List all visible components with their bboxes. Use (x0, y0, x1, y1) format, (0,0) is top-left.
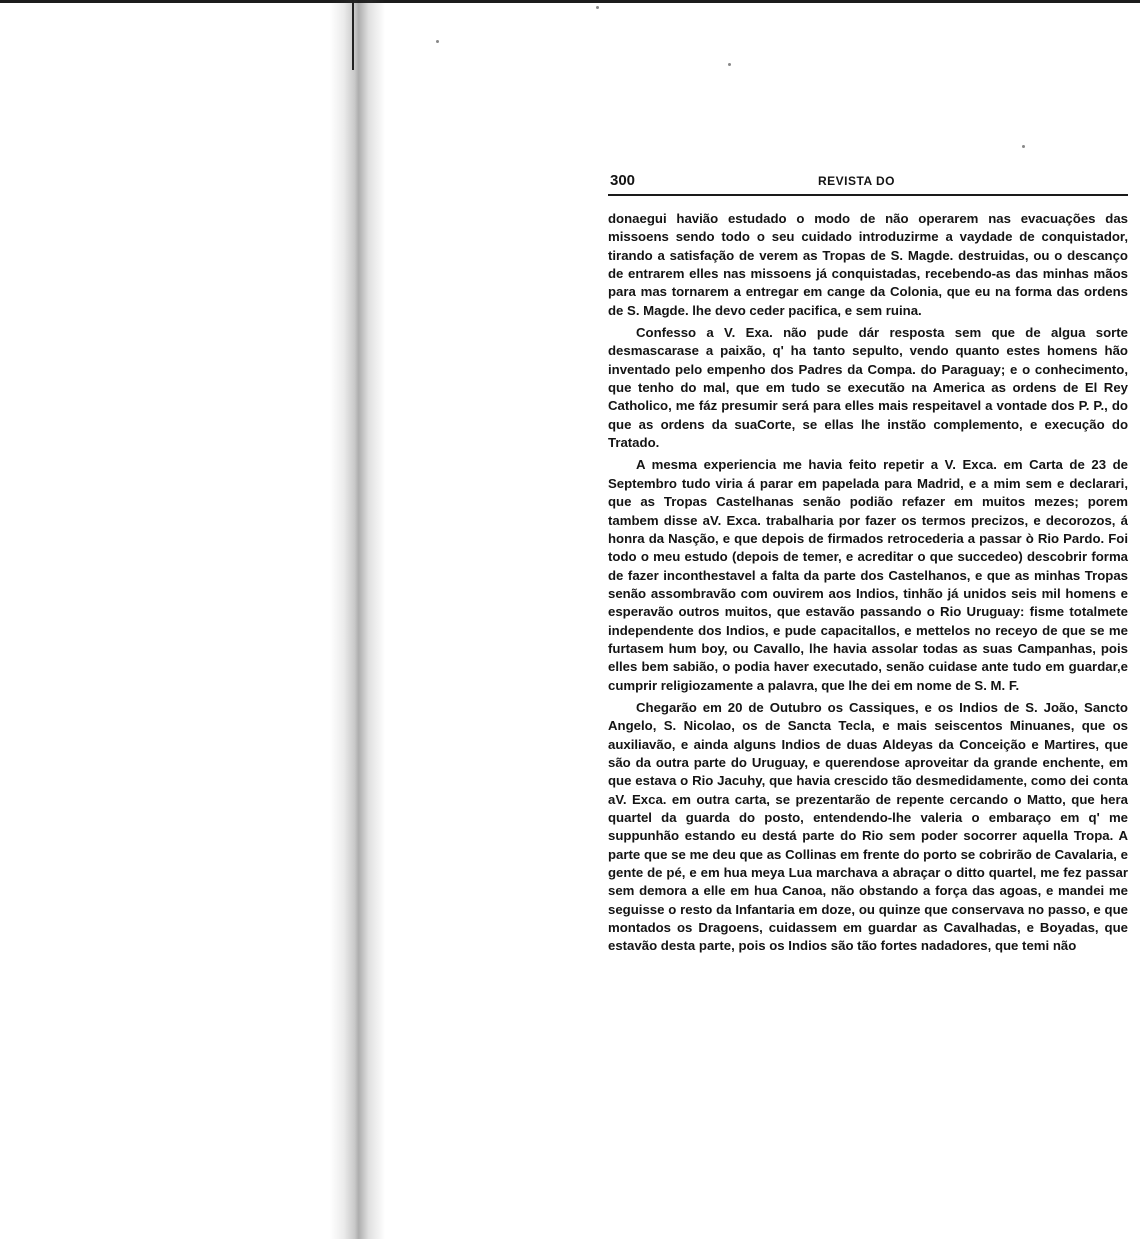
binding-gutter-shadow (330, 0, 385, 1239)
scan-speck (436, 40, 439, 43)
running-head (608, 172, 1128, 196)
journal-title: REVISTA DO (818, 174, 896, 188)
scan-speck (596, 6, 599, 9)
binding-edge-mark (352, 0, 354, 70)
paragraph-3: A mesma experiencia me havia feito repetir a V. Exca. em Carta de 23 de Septembro tudo viria á parar em papelada para Madrid, e a mim sem e declarari, que as Tropas Castelhanas senão podião refazer em muitos mezes; porem tambem disse aV. Exca. trabalharia por fazer os termos precizos, e decorozos, á honra da Nasção, e que depois de firmados retrocederia a passar ò Rio Pardo. Foi todo o meu estudo (depois de temer, e acreditar o que succedeo) descobrir forma de fazer inconthestavel a falta da parte dos Castelhanos, e que as minhas Tropas senão assombravão com ouvirem aos Indios, tinhão já unidos seis mil homens e esperavão outros muitos, que estavão passando o Rio Uruguay: fisme totalmete independente dos Indios, e pude capacitallos, e mettelos no receyo de que se me furtasem hum boy, ou Cavallo, lhe havia assolar todas as suas Campanhas, pois elles bem sabião, o podia haver executado, senão cuidase ante tudo em guardar,e cumprir religiozamente a palavra, que lhe dei em nome de S. M. F. (608, 457, 1128, 693)
book-page (608, 172, 1128, 960)
scan-speck (728, 63, 731, 66)
paragraph-2: Confesso a V. Exa. não pude dár resposta sem que de algua sorte desmascarase a paixão, q' ha tanto sepulto, vendo quanto estes homens hão inventado pelo empenho dos Padres da Compa. do Paraguay; e o conhecimento, que tenho do mal, que em tudo se executão na America as ordens de El Rey Catholico, me fáz presumir será para elles mais respeitavel a vontade dos P. P., do que as ordens da suaCorte, se ellas lhe instão complemento, e execução do Tratado. (608, 325, 1128, 451)
page-number: 300 (610, 172, 636, 189)
scan-top-edge (0, 0, 1140, 3)
paragraph-1: donaegui havião estudado o modo de não operarem nas evacuações das missoens sendo todo o seu cuidado introduzirme a vaydade de conquistador, tirando a satisfação de verem as Tropas de S. Magde. destruidas, ou o descanço de entrarem elles nas missoens já conquistadas, recebendo-as das minhas mãos para mas tornarem a entregar em cange da Colonia, que eu na forma das ordens de S. Magde. lhe devo ceder pacifica, e sem ruina. (608, 211, 1128, 318)
scan-speck (1022, 145, 1025, 148)
body-text (608, 210, 1128, 956)
paragraph-4: Chegarão em 20 de Outubro os Cassiques, e os Indios de S. João, Sancto Angelo, S. Nicolao, os de Sancta Tecla, e mais seiscentos Minuanes, que os auxiliavão, e ainda alguns Indios de duas Aldeyas da Conceição e Martires, que são da outra parte do Uruguay, e querendose aproveitar da grande enchente, em que estava o Rio Jacuhy, que havia crescido tão desmedidamente, como dei conta aV. Exca. em outra carta, se prezentarão de repente cercando o Matto, que hera quartel da guarda do posto, entendendo-lhe valeria o embaraço em q' me suppunhão estando eu destá parte do Rio sem poder socorrer aquella Tropa. A parte que se me deu que as Collinas em frente do porto se cobrirão de Cavalaria, e gente de pé, e em hua meya Lua marchava a abraçar o ditto quartel, me fez passar sem demora a elle em hua Canoa, não obstando a força das agoas, e mandei me seguisse o resto da Infantaria em doze, ou quinze que conservava no passo, e que montados os Dragoens, cuidassem em guardar as Cavalhadas, e Boyadas, que estavão desta parte, pois os Indios são tão fortes nadadores, que temi não (608, 699, 1128, 954)
